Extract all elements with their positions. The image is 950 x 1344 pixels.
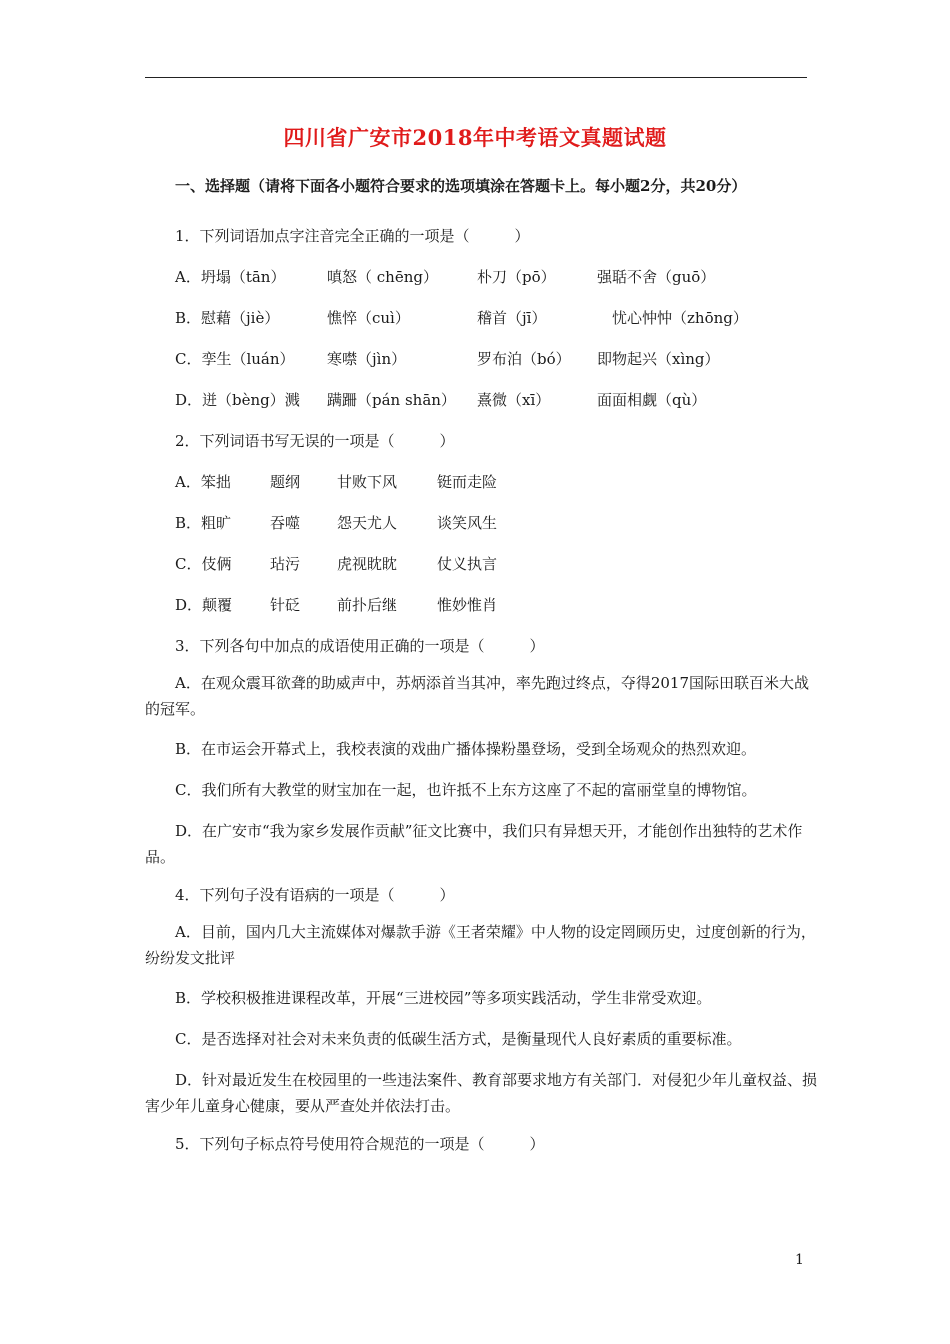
section-heading: 一、选择题（请将下面各小题符合要求的选项填涂在答题卡上。每小题2分，共20分） [175, 177, 747, 195]
option-row: B．粗旷 吞噬 怨天尤人 谈笑风生 [175, 514, 498, 532]
option-paragraph: A．目前，国内几大主流媒体对爆款手游《王者荣耀》中人物的设定罔顾历史，过度创新的行为，纷纷发文批评 [145, 923, 816, 967]
option-row: C．伎俩 玷污 虎视眈眈 仗义执言 [175, 555, 498, 573]
question-stem: 1．下列词语加点字注音完全正确的一项是（ ） [175, 227, 530, 245]
option-row: D．迸（bèng）溅 蹒跚（pán shān） 熹微（xī） 面面相觑（qù） [175, 391, 707, 409]
page-title: 四川省广安市2018年中考语文真题试题 [283, 125, 667, 150]
document-body [145, 172, 820, 1164]
option-row: C．孪生（luán） 寒噤（jìn） 罗布泊（bó） 即物起兴（xìng） [175, 350, 720, 368]
header-rule [145, 77, 807, 78]
option-row: D．颠覆 针砭 前扑后继 惟妙惟肖 [175, 596, 498, 614]
question-stem: 2．下列词语书写无误的一项是（ ） [175, 432, 455, 450]
option-paragraph: B．在市运会开幕式上，我校表演的戏曲广播体操粉墨登场，受到全场观众的热烈欢迎。 [175, 740, 757, 758]
option-paragraph: C．是否选择对社会对未来负责的低碳生活方式，是衡量现代人良好素质的重要标准。 [175, 1030, 742, 1048]
question-stem: 4．下列句子没有语病的一项是（ ） [175, 886, 455, 904]
question-stem: 5．下列句子标点符号使用符合规范的一项是（ ） [175, 1135, 545, 1153]
option-paragraph: A．在观众震耳欲聋的助威声中，苏炳添首当其冲，率先跑过终点，夺得2017国际田联百米大战的冠军。 [145, 674, 810, 718]
option-paragraph: D．针对最近发生在校园里的一些违法案件、教育部要求地方有关部门．对侵犯少年儿童权益、损害少年儿童身心健康，要从严查处并依法打击。 [145, 1071, 818, 1115]
page-number: 1 [795, 1252, 804, 1268]
option-row: A．笨拙 题纲 甘败下风 铤而走险 [175, 473, 498, 491]
option-paragraph: C．我们所有大教堂的财宝加在一起，也许抵不上东方这座了不起的富丽堂皇的博物馆。 [175, 781, 757, 799]
question-stem: 3．下列各句中加点的成语使用正确的一项是（ ） [175, 637, 545, 655]
option-paragraph: B．学校积极推进课程改革，开展“三进校园”等多项实践活动，学生非常受欢迎。 [175, 989, 712, 1007]
option-row: B．慰藉（jiè） 憔悴（cuì） 稽首（jī） 忧心忡忡（zhōng） [175, 309, 748, 327]
option-paragraph: D．在广安市“我为家乡发展作贡献”征文比赛中，我们只有异想天开，才能创作出独特的艺术作品。 [145, 822, 803, 866]
option-row: A．坍塌（tān） 嗔怒（ chēng） 朴刀（pō） 强聒不舍（guō） [175, 268, 716, 286]
